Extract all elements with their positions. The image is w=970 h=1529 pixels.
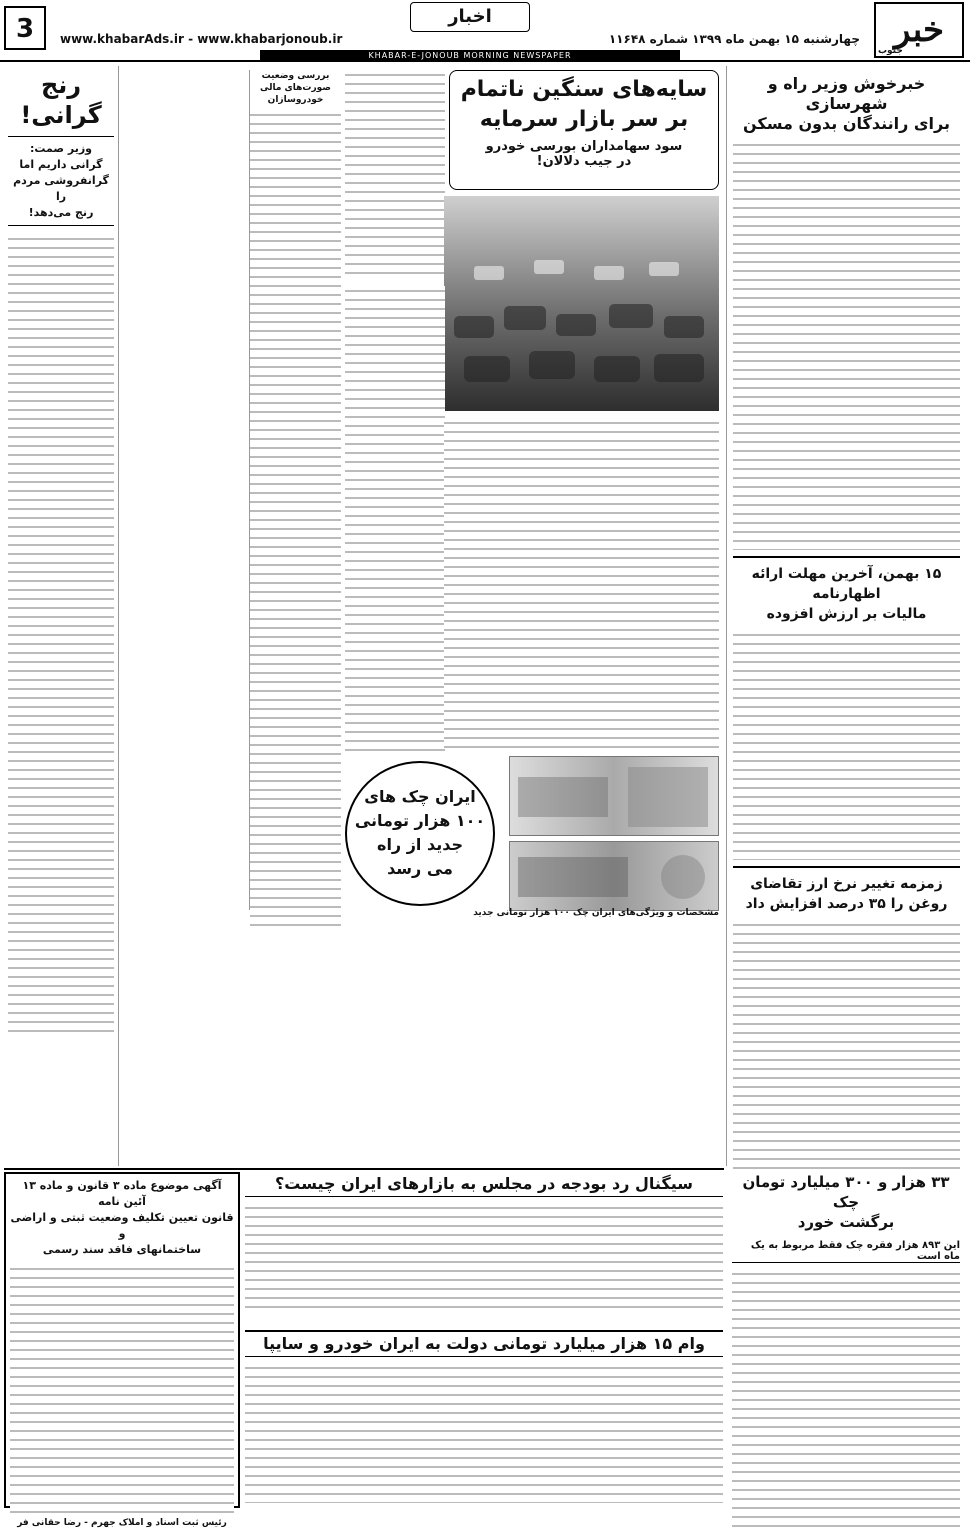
cheque-headline-line2: ۱۰۰ هزار تومانی <box>354 811 486 830</box>
left-column <box>4 66 119 1166</box>
notice-body <box>10 1264 234 1514</box>
main-story-text <box>345 70 445 280</box>
story2-headline <box>733 564 960 624</box>
cheque-headline-line4: می رسد <box>387 859 453 878</box>
notice-signature: رئیس ثبت اسناد و املاک جهرم - رضا حقانی فر <box>17 1518 227 1528</box>
story4-headline <box>732 1172 960 1232</box>
masthead <box>0 0 970 62</box>
left-quote-line4: رنج می‌دهد! <box>28 206 94 219</box>
newspaper-logo <box>874 2 964 58</box>
story4-body <box>732 1269 960 1529</box>
budget-story <box>245 1172 723 1322</box>
left-headline <box>8 70 114 130</box>
notice-headline-line2: قانون تعیین تکلیف وضعیت ثبتی و اراضی و <box>10 1211 234 1240</box>
left-quote <box>8 136 114 226</box>
banknote-back <box>509 841 719 911</box>
main-subhead: سود سهامداران بورسی خودرو <box>485 139 683 154</box>
notice-headline-line1: آگهی موضوع ماده ۳ قانون و ماده ۱۳ آئین نامه <box>22 1179 222 1208</box>
main-subhead-2: در جیب دلالان! <box>536 154 632 169</box>
left-quote-line1: وزیر صمت: <box>29 142 93 155</box>
main-headline-box <box>449 70 719 190</box>
story4-headline-line1: ۳۳ هزار و ۳۰۰ میلیارد تومان چک <box>742 1173 950 1211</box>
right-column <box>726 66 966 1166</box>
cheque-headline-line3: جدید از راه <box>377 835 463 854</box>
logo-subtext: جنوب <box>878 46 903 56</box>
cheque-story <box>726 1168 966 1508</box>
loan-story <box>245 1330 723 1508</box>
official-notice-ad <box>4 1172 240 1528</box>
sidebar-body <box>250 110 341 930</box>
left-quote-line2: گرانی داریم اما <box>19 158 103 171</box>
story2-headline-line1: ۱۵ بهمن، آخرین مهلت ارائه اظهارنامه <box>751 566 942 602</box>
website-links[interactable]: www.khabarAds.ir - www.khabarjonoub.ir <box>60 32 343 46</box>
main-story-text-3 <box>444 418 719 748</box>
left-headline-line1: رنج <box>40 71 82 99</box>
story3-headline-line1: زمزمه تغییر نرخ ارز تقاضای <box>750 876 943 892</box>
main-headline-line1: سایه‌های سنگین ناتمام <box>460 77 708 102</box>
divider <box>733 556 960 558</box>
main-headline-line2: بر سر بازار سرمایه <box>479 107 689 132</box>
sidebar-headline: بررسی وضعیت صورت‌های مالی خودروسازان <box>259 71 331 105</box>
bottom-rule <box>4 1168 724 1170</box>
main-story-text-2 <box>345 286 445 756</box>
section-label: اخبار <box>410 2 530 32</box>
divider <box>733 866 960 868</box>
notice-headline <box>10 1178 234 1258</box>
story1-headline <box>733 74 960 134</box>
middle-area <box>245 66 723 916</box>
english-strip: KHABAR-E-JONOUB MORNING NEWSPAPER <box>260 50 680 62</box>
logo-text: خبر <box>893 10 945 50</box>
page-number: 3 <box>4 6 46 50</box>
banknote-front <box>509 756 719 836</box>
left-quote-line3: گرانفروشی مردم را <box>13 174 109 203</box>
story4-headline-line2: برگشت خورد <box>797 1213 895 1231</box>
car-lot-photo <box>444 196 719 411</box>
banknote-back-art <box>509 842 718 911</box>
story4-subhead: این ۸۹۳ هزار فقره چک فقط مربوط به یک ماه است <box>732 1240 960 1263</box>
story1-headline-line1: خبرخوش وزیر راه و شهرسازی <box>767 74 926 113</box>
car-lot-illustration <box>444 196 719 411</box>
main-headline <box>454 75 714 135</box>
loan-headline: وام ۱۵ هزار میلیارد تومانی دولت به ایران خودرو و سایپا <box>245 1330 723 1357</box>
issue-date: چهارشنبه ۱۵ بهمن ماه ۱۳۹۹ شماره ۱۱۶۴۸ <box>608 32 860 46</box>
cheque-headline-oval <box>345 761 495 906</box>
left-story-body <box>8 234 114 1034</box>
banknote-front-art <box>509 757 718 836</box>
budget-headline: سیگنال رد بودجه در مجلس به بازارهای ایران چیست؟ <box>245 1172 723 1197</box>
story2-body <box>733 630 960 860</box>
story1-body <box>733 140 960 550</box>
sidebar-story <box>249 70 341 910</box>
loan-body <box>245 1363 723 1503</box>
cheque-headline <box>347 785 493 881</box>
story1-headline-line2: برای رانندگان بدون مسکن <box>742 114 950 133</box>
left-headline-line2: گرانی! <box>20 101 102 129</box>
cheque-headline-line1: ایران چک های <box>364 787 476 806</box>
story3-headline <box>733 874 960 914</box>
story3-headline-line2: روغن را ۳۵ درصد افزایش داد <box>745 896 948 912</box>
budget-body <box>245 1203 723 1313</box>
notice-headline-line3: ساختمانهای فاقد سند رسمی <box>42 1243 202 1256</box>
story3-body <box>733 920 960 1170</box>
cheque-caption: مشخصات و ویژگی‌های ایران چک ۱۰۰ هزار تومانی جدید <box>473 908 719 918</box>
story2-headline-line2: مالیات بر ارزش افزوده <box>766 606 927 622</box>
